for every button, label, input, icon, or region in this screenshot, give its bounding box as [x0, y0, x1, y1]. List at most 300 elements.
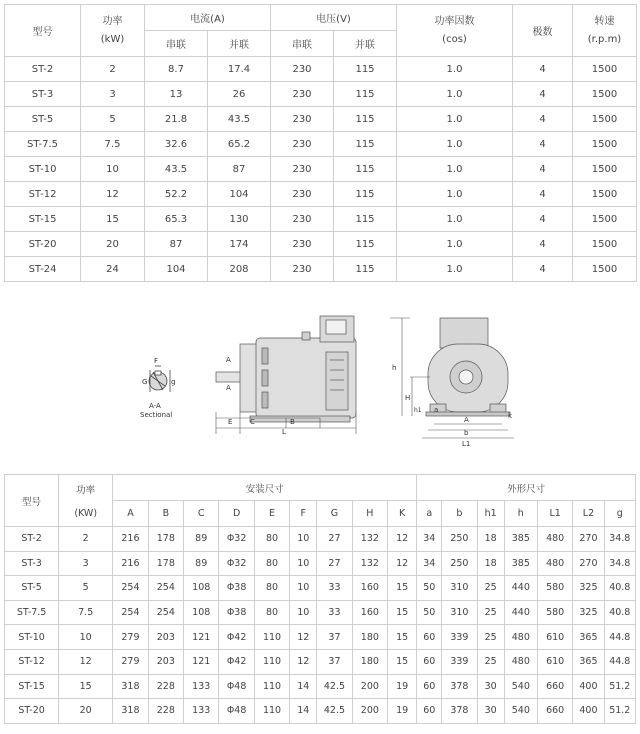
table-cell: 50 — [417, 576, 442, 601]
table-cell: 115 — [334, 157, 397, 182]
table-cell: 1500 — [573, 182, 637, 207]
table-cell: 121 — [184, 649, 219, 674]
table-cell: 30 — [477, 699, 504, 724]
table-cell: 230 — [271, 57, 334, 82]
table-cell: 318 — [113, 674, 148, 699]
table-cell: 440 — [504, 600, 537, 625]
dims-column-header: D — [219, 501, 254, 527]
dims-column-header: F — [290, 501, 317, 527]
table-cell: 115 — [334, 232, 397, 257]
table-cell: 1500 — [573, 232, 637, 257]
table-cell: 89 — [184, 527, 219, 552]
table-cell: 1500 — [573, 257, 637, 282]
table-cell: ST-3 — [5, 82, 81, 107]
table-cell: ST-3 — [5, 551, 59, 576]
table-cell: 270 — [573, 551, 604, 576]
table-cell: 1500 — [573, 107, 637, 132]
dims-column-header: A — [113, 501, 148, 527]
table-cell: 43.5 — [145, 157, 208, 182]
table-cell: 160 — [352, 600, 387, 625]
table-cell: 2 — [81, 57, 145, 82]
table-cell: 32.6 — [145, 132, 208, 157]
table-row — [5, 551, 636, 576]
table-cell: 40.8 — [604, 576, 635, 601]
table-cell: 65.3 — [145, 207, 208, 232]
table-cell: 339 — [442, 649, 477, 674]
table-cell: Φ32 — [219, 527, 254, 552]
table-cell: 115 — [334, 82, 397, 107]
table-cell: 178 — [148, 527, 183, 552]
table-cell: 310 — [442, 576, 477, 601]
table-cell: 40.8 — [604, 600, 635, 625]
label-E: E — [228, 418, 233, 426]
table-cell: 10 — [81, 157, 145, 182]
table-cell: Φ42 — [219, 649, 254, 674]
table-cell: 339 — [442, 625, 477, 650]
table-cell: 325 — [573, 576, 604, 601]
table-row — [5, 674, 636, 699]
table-cell: 12 — [290, 625, 317, 650]
table-cell: 115 — [334, 257, 397, 282]
table-cell: 10 — [290, 527, 317, 552]
label-b: b — [464, 429, 469, 437]
dims-column-header: L1 — [537, 501, 572, 527]
table-cell: 133 — [184, 699, 219, 724]
label-h1: h1 — [414, 407, 422, 414]
table-cell: 480 — [504, 625, 537, 650]
table-cell: 203 — [148, 625, 183, 650]
table-cell: 25 — [477, 649, 504, 674]
table-cell: 5 — [59, 576, 113, 601]
table-cell: 1500 — [573, 157, 637, 182]
table-cell: 15 — [59, 674, 113, 699]
table-cell: 378 — [442, 674, 477, 699]
specs-header-speed: 转速 (r.p.m) — [573, 5, 637, 57]
table-cell: 660 — [537, 674, 572, 699]
table-cell: 580 — [537, 576, 572, 601]
table-cell: 27 — [317, 527, 352, 552]
table-cell: 7.5 — [59, 600, 113, 625]
table-cell: 110 — [254, 625, 289, 650]
table-cell: 27 — [317, 551, 352, 576]
table-cell: 180 — [352, 625, 387, 650]
table-cell: 19 — [388, 699, 417, 724]
table-cell: 115 — [334, 182, 397, 207]
dims-column-header: g — [604, 501, 635, 527]
table-row — [5, 600, 636, 625]
table-cell: 1.0 — [397, 207, 513, 232]
table-cell: 30 — [477, 674, 504, 699]
table-cell: 25 — [477, 600, 504, 625]
table-cell: 8.7 — [145, 57, 208, 82]
table-cell: 10 — [290, 551, 317, 576]
specs-header-model: 型号 — [5, 5, 81, 57]
table-cell: 80 — [254, 576, 289, 601]
table-cell: 1.0 — [397, 132, 513, 157]
table-cell: 108 — [184, 600, 219, 625]
table-cell: 21.8 — [145, 107, 208, 132]
table-cell: 480 — [537, 527, 572, 552]
table-cell: 325 — [573, 600, 604, 625]
table-cell: ST-10 — [5, 157, 81, 182]
label-a: a — [434, 406, 439, 414]
table-cell: 540 — [504, 674, 537, 699]
table-cell: 89 — [184, 551, 219, 576]
specs-header-voltage-parallel: 并联 — [334, 31, 397, 57]
table-cell: 42.5 — [317, 699, 352, 724]
table-cell: 26 — [208, 82, 271, 107]
table-cell: 12 — [388, 527, 417, 552]
table-cell: 230 — [271, 182, 334, 207]
dims-header-model: 型号 — [5, 475, 59, 527]
label-C: C — [250, 418, 255, 426]
table-cell: 160 — [352, 576, 387, 601]
table-cell: 1500 — [573, 82, 637, 107]
table-cell: ST-2 — [5, 527, 59, 552]
table-cell: Φ48 — [219, 674, 254, 699]
table-cell: 1.0 — [397, 157, 513, 182]
table-cell: 7.5 — [81, 132, 145, 157]
table-cell: ST-20 — [5, 232, 81, 257]
generator-end-view — [426, 318, 510, 416]
table-row — [5, 649, 636, 674]
table-row — [5, 232, 637, 257]
table-cell: 43.5 — [208, 107, 271, 132]
table-cell: 254 — [148, 576, 183, 601]
table-cell: 51.2 — [604, 674, 635, 699]
table-cell: 378 — [442, 699, 477, 724]
table-cell: 279 — [113, 649, 148, 674]
table-cell: ST-15 — [5, 674, 59, 699]
label-L: L — [282, 428, 286, 436]
table-cell: 104 — [145, 257, 208, 282]
table-row — [5, 576, 636, 601]
table-row — [5, 107, 637, 132]
table-cell: 18 — [477, 551, 504, 576]
table-cell: 250 — [442, 527, 477, 552]
label-A-top: A — [226, 356, 231, 364]
section-caption-sectional: Sectional — [140, 411, 173, 419]
table-cell: 14 — [290, 674, 317, 699]
table-cell: 12 — [81, 182, 145, 207]
table-cell: ST-15 — [5, 207, 81, 232]
table-cell: 540 — [504, 699, 537, 724]
table-cell: 110 — [254, 649, 289, 674]
table-cell: 230 — [271, 257, 334, 282]
table-cell: 37 — [317, 625, 352, 650]
table-cell: 5 — [81, 107, 145, 132]
label-F: F — [154, 357, 159, 365]
table-cell: 132 — [352, 527, 387, 552]
table-cell: 15 — [388, 600, 417, 625]
table-cell: 216 — [113, 527, 148, 552]
table-cell: 20 — [59, 699, 113, 724]
table-cell: 230 — [271, 107, 334, 132]
table-cell: 400 — [573, 699, 604, 724]
table-cell: 4 — [513, 257, 573, 282]
table-cell: 4 — [513, 182, 573, 207]
table-cell: 1500 — [573, 207, 637, 232]
table-cell: 130 — [208, 207, 271, 232]
label-A-bottom: A — [226, 384, 231, 392]
label-g: g — [171, 378, 176, 386]
table-cell: 60 — [417, 699, 442, 724]
table-cell: 115 — [334, 57, 397, 82]
label-h: h — [392, 364, 397, 372]
table-cell: 230 — [271, 157, 334, 182]
table-cell: 318 — [113, 699, 148, 724]
table-cell: 17.4 — [208, 57, 271, 82]
specs-header-poles: 极数 — [513, 5, 573, 57]
table-cell: 1.0 — [397, 107, 513, 132]
table-cell: 279 — [113, 625, 148, 650]
table-cell: 25 — [477, 576, 504, 601]
table-cell: 4 — [513, 232, 573, 257]
dims-header-power: 功率 (KW) — [59, 475, 113, 527]
table-cell: 580 — [537, 600, 572, 625]
dims-header-outline: 外形尺寸 — [417, 475, 636, 501]
table-cell: 51.2 — [604, 699, 635, 724]
table-cell: 4 — [513, 107, 573, 132]
label-G: G — [142, 378, 148, 386]
table-cell: 4 — [513, 57, 573, 82]
table-cell: 15 — [388, 649, 417, 674]
table-cell: 115 — [334, 207, 397, 232]
generator-dimension-drawing — [130, 300, 530, 450]
table-cell: 4 — [513, 157, 573, 182]
table-cell: 80 — [254, 600, 289, 625]
specs-header-power-factor: 功率因数 (cos) — [397, 5, 513, 57]
table-cell: 365 — [573, 625, 604, 650]
table-cell: 12 — [290, 649, 317, 674]
table-cell: 440 — [504, 576, 537, 601]
table-cell: 42.5 — [317, 674, 352, 699]
table-cell: 10 — [290, 576, 317, 601]
table-cell: 44.8 — [604, 625, 635, 650]
table-row — [5, 257, 637, 282]
table-cell: 480 — [537, 551, 572, 576]
table-cell: 270 — [573, 527, 604, 552]
dims-column-header: K — [388, 501, 417, 527]
table-cell: 12 — [59, 649, 113, 674]
dims-column-header: G — [317, 501, 352, 527]
specs-table — [4, 4, 637, 282]
table-cell: 34.8 — [604, 527, 635, 552]
table-cell: 110 — [254, 699, 289, 724]
table-cell: 385 — [504, 527, 537, 552]
table-cell: 80 — [254, 551, 289, 576]
table-row — [5, 82, 637, 107]
table-cell: Φ38 — [219, 576, 254, 601]
table-cell: ST-20 — [5, 699, 59, 724]
table-cell: 1.0 — [397, 257, 513, 282]
dims-column-header: a — [417, 501, 442, 527]
label-L1: L1 — [462, 440, 471, 448]
specs-header-voltage: 电压(V) — [271, 5, 397, 31]
specs-header-current: 电流(A) — [145, 5, 271, 31]
table-cell: 37 — [317, 649, 352, 674]
table-row — [5, 57, 637, 82]
dims-header-install: 安装尺寸 — [113, 475, 417, 501]
table-cell: 228 — [148, 674, 183, 699]
table-cell: 230 — [271, 232, 334, 257]
table-cell: 200 — [352, 699, 387, 724]
table-row — [5, 182, 637, 207]
table-cell: 60 — [417, 649, 442, 674]
dims-table — [4, 474, 636, 724]
table-cell: Φ32 — [219, 551, 254, 576]
table-cell: 3 — [59, 551, 113, 576]
section-caption-aa: A-A — [149, 402, 161, 410]
table-cell: 34 — [417, 551, 442, 576]
table-cell: 230 — [271, 82, 334, 107]
table-cell: 660 — [537, 699, 572, 724]
table-cell: 4 — [513, 207, 573, 232]
dims-column-header: h1 — [477, 501, 504, 527]
table-cell: 3 — [81, 82, 145, 107]
dims-column-header: b — [442, 501, 477, 527]
table-cell: ST-7.5 — [5, 132, 81, 157]
table-cell: 65.2 — [208, 132, 271, 157]
table-cell: ST-12 — [5, 649, 59, 674]
table-cell: 200 — [352, 674, 387, 699]
table-cell: ST-5 — [5, 576, 59, 601]
specs-header-power: 功率 (kW) — [81, 5, 145, 57]
table-cell: 230 — [271, 207, 334, 232]
table-cell: 60 — [417, 625, 442, 650]
table-cell: Φ38 — [219, 600, 254, 625]
table-cell: 13 — [145, 82, 208, 107]
table-cell: 14 — [290, 699, 317, 724]
table-cell: ST-24 — [5, 257, 81, 282]
specs-header-current-series: 串联 — [145, 31, 208, 57]
table-cell: 1.0 — [397, 57, 513, 82]
dims-table-body — [5, 527, 636, 724]
table-cell: ST-7.5 — [5, 600, 59, 625]
label-H: H — [405, 394, 411, 402]
table-cell: 254 — [113, 600, 148, 625]
table-row — [5, 625, 636, 650]
table-cell: 250 — [442, 551, 477, 576]
table-cell: 400 — [573, 674, 604, 699]
table-cell: 132 — [352, 551, 387, 576]
table-cell: 52.2 — [145, 182, 208, 207]
table-cell: 19 — [388, 674, 417, 699]
dims-column-header: h — [504, 501, 537, 527]
table-cell: 60 — [417, 674, 442, 699]
table-cell: 310 — [442, 600, 477, 625]
dims-column-header: L2 — [573, 501, 604, 527]
table-cell: 4 — [513, 82, 573, 107]
label-A-end: A — [464, 416, 469, 424]
table-cell: 133 — [184, 674, 219, 699]
specs-table-body — [5, 57, 637, 282]
table-cell: 34.8 — [604, 551, 635, 576]
table-cell: 4 — [513, 132, 573, 157]
table-cell: 15 — [388, 576, 417, 601]
table-cell: 33 — [317, 600, 352, 625]
table-cell: 87 — [208, 157, 271, 182]
table-cell: 216 — [113, 551, 148, 576]
table-row — [5, 157, 637, 182]
table-cell: 254 — [113, 576, 148, 601]
table-cell: 180 — [352, 649, 387, 674]
table-cell: 385 — [504, 551, 537, 576]
table-cell: 18 — [477, 527, 504, 552]
table-cell: 1.0 — [397, 182, 513, 207]
table-row — [5, 132, 637, 157]
dims-column-header: H — [352, 501, 387, 527]
dims-column-header: B — [148, 501, 183, 527]
label-B: B — [290, 418, 295, 426]
table-cell: 115 — [334, 107, 397, 132]
table-cell: 25 — [477, 625, 504, 650]
table-cell: 20 — [81, 232, 145, 257]
table-cell: 230 — [271, 132, 334, 157]
table-cell: 10 — [59, 625, 113, 650]
dims-column-header: E — [254, 501, 289, 527]
table-cell: 203 — [148, 649, 183, 674]
table-cell: 24 — [81, 257, 145, 282]
table-cell: 174 — [208, 232, 271, 257]
table-cell: 178 — [148, 551, 183, 576]
table-cell: 365 — [573, 649, 604, 674]
table-cell: 15 — [81, 207, 145, 232]
label-k: k — [508, 412, 513, 420]
specs-header-voltage-series: 串联 — [271, 31, 334, 57]
table-cell: 50 — [417, 600, 442, 625]
table-cell: 115 — [334, 132, 397, 157]
table-cell: 87 — [145, 232, 208, 257]
dims-column-header: C — [184, 501, 219, 527]
table-cell: ST-5 — [5, 107, 81, 132]
table-cell: ST-2 — [5, 57, 81, 82]
generator-side-view — [216, 316, 356, 422]
table-cell: ST-10 — [5, 625, 59, 650]
table-row — [5, 527, 636, 552]
table-cell: 34 — [417, 527, 442, 552]
table-cell: 1.0 — [397, 232, 513, 257]
table-cell: 480 — [504, 649, 537, 674]
table-cell: Φ48 — [219, 699, 254, 724]
table-row — [5, 699, 636, 724]
table-cell: 254 — [148, 600, 183, 625]
table-cell: 44.8 — [604, 649, 635, 674]
table-cell: Φ42 — [219, 625, 254, 650]
shaft-section-view — [149, 366, 170, 392]
table-cell: 12 — [388, 551, 417, 576]
table-cell: 610 — [537, 649, 572, 674]
table-cell: 1.0 — [397, 82, 513, 107]
table-cell: 10 — [290, 600, 317, 625]
table-cell: 2 — [59, 527, 113, 552]
specs-header-current-parallel: 并联 — [208, 31, 271, 57]
table-cell: 104 — [208, 182, 271, 207]
table-cell: 208 — [208, 257, 271, 282]
table-cell: 1500 — [573, 57, 637, 82]
table-cell: ST-12 — [5, 182, 81, 207]
table-cell: 33 — [317, 576, 352, 601]
table-cell: 121 — [184, 625, 219, 650]
table-cell: 80 — [254, 527, 289, 552]
table-cell: 108 — [184, 576, 219, 601]
table-cell: 1500 — [573, 132, 637, 157]
table-cell: 110 — [254, 674, 289, 699]
table-cell: 610 — [537, 625, 572, 650]
table-cell: 15 — [388, 625, 417, 650]
table-cell: 228 — [148, 699, 183, 724]
table-row — [5, 207, 637, 232]
